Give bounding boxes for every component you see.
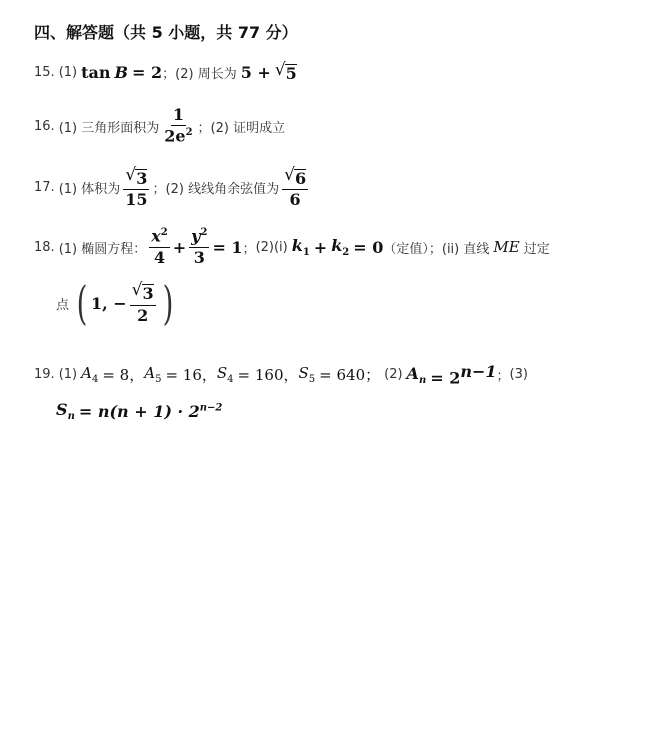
q17-volume-fraction: √ 3 15 — [125, 165, 148, 210]
q19-number: 19. — [34, 367, 55, 383]
q18-k1: $k_1$ — [291, 235, 310, 259]
q18-point-label: 点 — [56, 297, 70, 313]
q17-part2-label: (2) 线线角余弦值为 — [165, 182, 280, 198]
q16-frac-den: 2e — [164, 126, 186, 146]
q19-sn-exp: n−2 — [199, 402, 223, 414]
q16-den-exp: 2 — [185, 127, 193, 139]
q18-number: 18. — [34, 239, 55, 255]
q15-part2-label: (2) 周长为 — [175, 67, 237, 83]
q18-x-fraction — [149, 227, 170, 267]
q18-eq-one: = 1 — [212, 237, 243, 257]
q15-sqrt5-arg: 5 — [285, 64, 297, 83]
answer-16 — [34, 106, 285, 146]
q15-number: 15. — [34, 65, 55, 81]
q17-frac1-den: 15 — [125, 190, 148, 210]
q19-s5-value: = 640； — [319, 366, 381, 385]
q18-k1-sub: 1 — [302, 247, 310, 259]
section-title: 四、解答题（共 5 小题，共 77 分） — [34, 23, 298, 42]
q17-number: 17. — [34, 180, 55, 196]
q19-part3-label: (3) — [509, 367, 528, 383]
answer-19 — [34, 362, 528, 387]
q19-an-exp: n−1 — [460, 362, 497, 381]
q16-number: 16. — [34, 118, 55, 134]
q19-s5: $S_5$ — [298, 364, 316, 386]
q19-an: $A_n$ — [406, 363, 427, 386]
q18-line-me: ME — [493, 238, 520, 257]
q15-tan: tan — [81, 63, 111, 83]
q18-fx-exp: 2 — [160, 227, 168, 238]
q18-y-fraction — [189, 227, 209, 267]
answer-18-point — [56, 276, 177, 330]
q19-a5-value: = 16， — [165, 366, 217, 385]
q16-frac-num: 1 — [171, 106, 186, 126]
q18-fy-exp: 2 — [200, 227, 208, 238]
q15-var-b: B — [114, 63, 129, 83]
q18-pt-sqrt: 3 — [142, 284, 154, 304]
q19-sn: $S_n$ — [56, 400, 75, 423]
q18-fx-num: x — [151, 226, 161, 246]
answer-19-sum — [56, 400, 222, 422]
q18-fy-num: y — [191, 226, 201, 246]
q19-a4-value: = 8， — [102, 366, 145, 385]
q19-s4: $S_4$ — [216, 364, 234, 386]
q19-an-formula: = $2^{n-1}$ — [430, 362, 497, 388]
q16-part2-label: (2) 证明成立 — [210, 120, 286, 136]
q18-point-x: 1, − — [90, 293, 127, 313]
q17-semicolon: ； — [152, 182, 166, 198]
q18-k2: $k_2$ — [331, 235, 350, 259]
q15-part1-label: (1) — [58, 65, 78, 81]
q18-right-paren: ) — [162, 276, 174, 330]
q17-cosine-fraction: √ 6 6 — [284, 165, 307, 210]
q18-part2i-label: (2)(i) — [255, 239, 288, 255]
q18-fx-den: 4 — [153, 247, 166, 267]
q19-part1-label: (1) — [58, 367, 78, 383]
q19-part2-label: (2) — [384, 367, 403, 383]
q18-pass-label: 过定 — [523, 241, 550, 257]
q17-frac1-sqrt: 3 — [136, 169, 148, 188]
q18-part1-label: (1) 椭圆方程： — [58, 241, 147, 257]
q15-five-plus: 5 + — [240, 63, 271, 83]
q16-area-fraction — [162, 106, 194, 146]
q18-semicolon: ； — [242, 241, 256, 257]
q17-frac2-den: 6 — [289, 190, 301, 210]
answer-15 — [34, 62, 297, 83]
q18-point-y-fraction: √ 3 2 — [131, 280, 154, 325]
q18-eq-zero: = 0 — [353, 237, 384, 257]
q18-pt-den: 2 — [137, 305, 149, 325]
q19-a4: $A_4$ — [81, 364, 99, 386]
q17-part1-label: (1) 体积为 — [58, 182, 121, 198]
answer-18 — [34, 227, 550, 267]
q18-plus2: + — [313, 237, 328, 257]
answer-17 — [34, 166, 311, 210]
q15-sqrt5: √ 5 — [274, 60, 297, 83]
q18-plus: + — [172, 237, 187, 257]
q19-a5: $A_5$ — [144, 364, 162, 386]
q19-sn-formula: = $n(n + 1) \cdot 2^{n-2}$ — [78, 401, 223, 421]
q18-fy-den: 3 — [193, 247, 205, 267]
q18-fixed-label: （定值）；(ii) 直线 — [383, 241, 490, 257]
q19-semicolon: ； — [496, 369, 510, 385]
q16-semicolon: ； — [197, 120, 211, 136]
q16-part1-label: (1) 三角形面积为 — [58, 120, 160, 136]
q15-semicolon: ； — [162, 67, 176, 83]
q19-s4-value: = 160， — [237, 366, 299, 385]
q15-eq-two: = 2 — [132, 63, 163, 83]
q18-k2-sub: 2 — [342, 247, 350, 259]
q17-frac2-sqrt: 6 — [294, 169, 307, 188]
q18-left-paren: ( — [76, 276, 88, 330]
